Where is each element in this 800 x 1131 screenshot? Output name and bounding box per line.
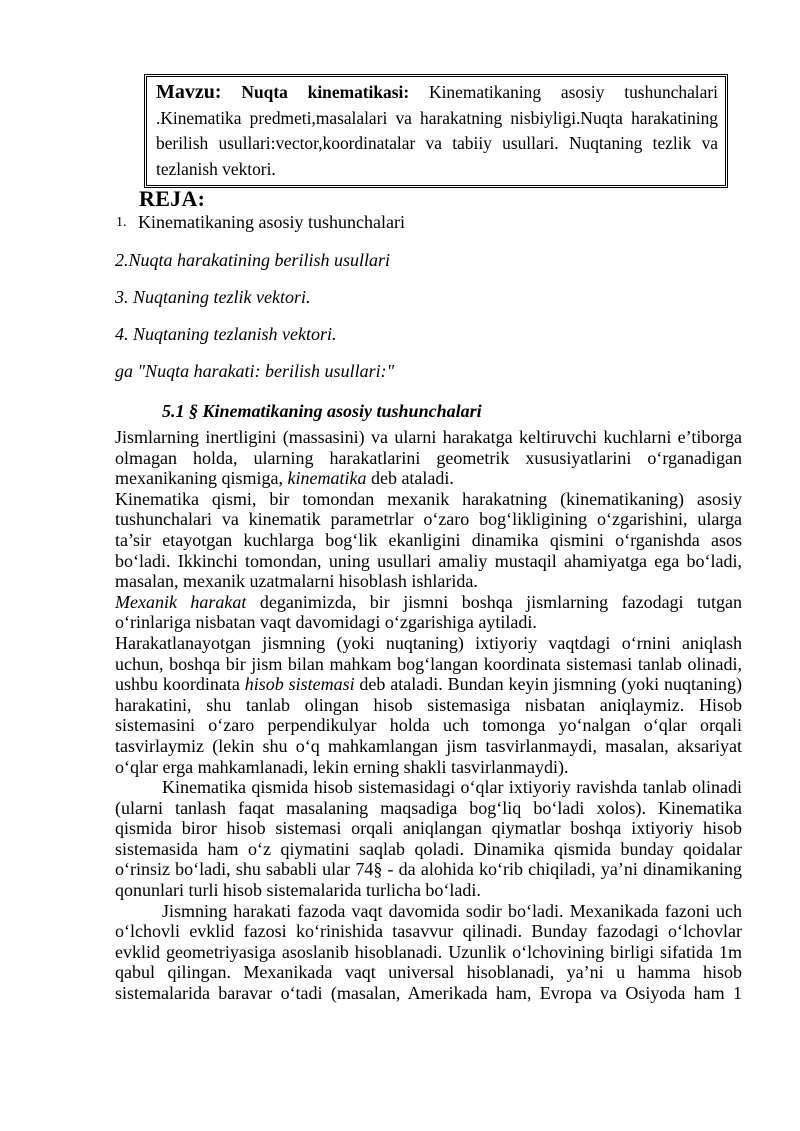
paragraph-4 xyxy=(115,633,742,777)
plan-item-3: 3. Nuqtaning tezlik vektori. xyxy=(115,287,311,307)
paragraph-3 xyxy=(115,592,742,633)
topic-heading: Nuqta kinematikasi: xyxy=(241,82,410,102)
plan-item-number: 1. xyxy=(116,215,127,230)
plan-item-2: 2.Nuqta harakatining berilish usullari xyxy=(115,250,391,270)
topic-text: Kinematikaning asosiy tushunchalari .Kinematika predmeti,masalalari va harakatning nisbiyligi.Nuqta harakatining berilish usullari:vector,koordinatalar va tabiiy usullari. Nuqtaning tezlik va tezlanish vektori. xyxy=(156,82,718,179)
topic-label: Mavzu: xyxy=(156,81,222,103)
paragraph-1-end: deb ataladi. xyxy=(366,468,454,489)
plan-item-4: 4. Nuqtaning tezlanish vektori. xyxy=(115,324,337,344)
topic-box xyxy=(144,74,728,188)
term-mexanik-harakat: Mexanik harakat xyxy=(115,591,247,612)
paragraph-6: Jismning harakati fazoda vaqt davomida sodir bo‘ladi. Mexanikada fazoni uch o‘lchovli evklid fazosi ko‘rinishida tasavvur qilinadi. Bunday fazodagi o‘lchovlar evklid geometriyasiga asoslanib hisoblanadi. Uzunlik o‘lchovining birligi sifatida 1m qabul qilingan. Mexanikada vaqt universal hisoblanadi, ya’ni u hamma hisob sistemalarida baravar o‘tadi (masalan, Amerikada ham, Evropa va Osiyoda ham 1 xyxy=(115,900,742,1004)
paragraph-1-text: Jismlarning inertligini (massasini) va ularni harakatga keltiruvchi kuchlarni e’tiborga olmagan holda, ularning harakatlarini geometrik xususiyatlarini o‘rganadigan mexanikaning qismiga, xyxy=(115,427,742,489)
term-kinematika: kinematika xyxy=(287,468,367,489)
paragraph-5: Kinematika qismida hisob sistemasidagi o‘qlar ixtiyoriy ravishda tanlab olinadi (ularni tanlash faqat masalaning maqsadiga bog‘liq bo‘ladi xolos). Kinematika qismida biror hisob sistemasi orqali aniqlangan qiymatlar boshqa ixtiyoriy hisob sistemasida ham o‘z qiymatini saqlab qoladi. Dinamika qismida bunday qoidalar o‘rinsiz bo‘ladi, shu sababli ular 74§ - da alohida ko‘rib chiqiladi, ya’ni dinamikaning qonunlari turli hisob sistemalarida turlicha bo‘ladi. xyxy=(115,777,742,901)
paragraph-3-text: deganimizda, bir jismni boshqa jismlarning fazodagi tutgan o‘rinlariga nisbatan vaqt davomidagi o‘zgarishiga aytiladi. xyxy=(115,591,742,633)
paragraph-4-text: Harakatlanayotgan jismning (yoki nuqtaning) ixtiyoriy vaqtdagi o‘rnini aniqlash uchun, boshqa bir jism bilan mahkam bog‘langan koordinata sistemasi tanlab olinadi, ushbu koordinata xyxy=(115,632,742,695)
paragraph-1 xyxy=(115,427,742,489)
plan-title: REJA: xyxy=(139,186,206,211)
plan-item-5: ga "Nuqta harakati: berilish usullari:" xyxy=(115,361,395,381)
paragraph-4-end: deb ataladi. Bundan keyin jismning (yoki nuqtaning) harakatini, shu tanlab olingan hisob sistemasiga nisbatan aniqlaymiz. Hisob sistemasini o‘zaro perpendikulyar holda uch tomonga yo‘nalgan o‘qlar orqali tasvirlaymiz (lekin shu o‘q mahkamlangan jism tasvirlanmaydi, masalan, aksariyat o‘qlar erga mahkamlanadi, lekin erning shakli tasvirlanmaydi). xyxy=(115,674,743,777)
term-hisob-sistemasi: hisob sistemasi xyxy=(244,674,355,695)
section-heading: 5.1 § Kinematikaning asosiy tushunchalari xyxy=(162,401,482,421)
body-text xyxy=(115,427,742,1004)
paragraph-2: Kinematika qismi, bir tomondan mexanik harakatning (kinematikaning) asosiy tushunchalari va kinematik parametrlar o‘zaro bog‘likligining o‘zgarishini, ularga ta’sir etayotgan kuchlarga bog‘lik ekanligini dinamika qismini o‘rganishda asos bo‘ladi. Ikkinchi tomondan, uning usullari amaliy mustaqil ahamiyatga ega bo‘ladi, masalan, mexanik uzatmalarni hisoblash ishlarida. xyxy=(115,488,742,592)
plan-item-1: Kinematikaning asosiy tushunchalari xyxy=(138,212,405,232)
